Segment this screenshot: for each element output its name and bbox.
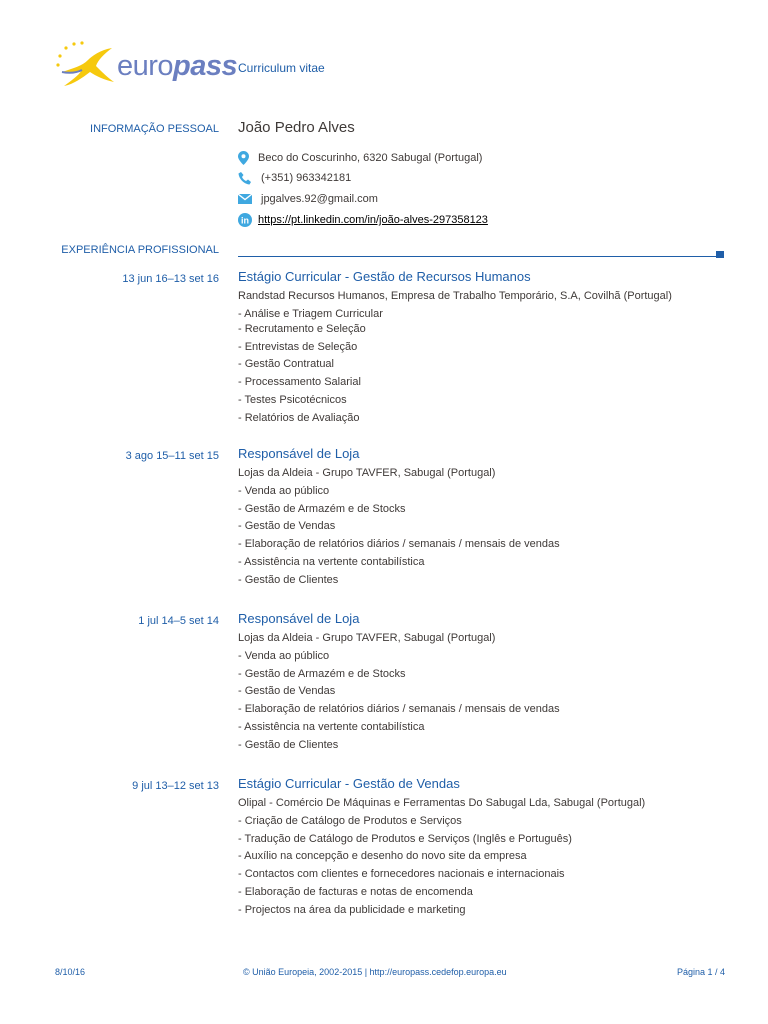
document-title: Curriculum vitae <box>238 61 325 75</box>
list-item: - Venda ao público <box>238 485 330 497</box>
list-item: - Processamento Salarial <box>238 376 361 389</box>
entry-employer: Randstad Recursos Humanos, Empresa de Trabalho Temporário, S.A, Covilhã (Portugal) <box>238 290 672 302</box>
list-item: - Entrevistas de Seleção <box>238 340 358 353</box>
list-item: - Gestão de Vendas <box>238 520 336 533</box>
entry-employer: Lojas da Aldeia - Grupo TAVFER, Sabugal (Portugal) <box>238 467 496 479</box>
entry-tasks <box>238 648 560 754</box>
list-item: - Projectos na área da publicidade e marketing <box>238 903 466 916</box>
list-item: - Tradução de Catálogo de Produtos e Serviços (Inglês e Português) <box>238 832 572 845</box>
phone-text: (+351) 963342181 <box>261 172 352 184</box>
entry-tasks <box>238 483 560 589</box>
list-item: - Gestão de Clientes <box>238 738 339 751</box>
email-text[interactable]: jpgalves.92@gmail.com <box>261 193 378 205</box>
entry-employer: Olipal - Comércio De Máquinas e Ferramentas Do Sabugal Lda, Sabugal (Portugal) <box>238 797 646 809</box>
europass-figure-icon <box>52 38 122 90</box>
footer-page-number: Página 1 / 4 <box>676 967 725 977</box>
list-item: - Testes Psicotécnicos <box>238 393 347 406</box>
list-item: - Recrutamento e Seleção <box>238 323 366 335</box>
phone-icon <box>238 171 258 185</box>
address-text: Beco do Coscurinho, 6320 Sabugal (Portugal) <box>258 152 483 164</box>
section-divider-marker <box>716 251 724 258</box>
entry-tasks <box>238 309 383 427</box>
list-item: - Gestão de Clientes <box>238 573 339 586</box>
envelope-icon <box>238 194 258 204</box>
list-item: - Gestão Contratual <box>238 358 334 371</box>
list-item: - Gestão de Armazém e de Stocks <box>238 667 406 680</box>
entry-employer: Lojas da Aldeia - Grupo TAVFER, Sabugal (Portugal) <box>238 632 496 644</box>
linkedin-icon <box>238 213 258 227</box>
footer-date: 8/10/16 <box>55 967 86 977</box>
list-item: - Contactos com clientes e fornecedores nacionais e internacionais <box>238 868 565 881</box>
section-divider <box>238 256 716 257</box>
list-item: - Elaboração de relatórios diários / semanais / mensais de vendas <box>238 703 560 716</box>
location-pin-icon <box>238 151 258 165</box>
logo-wordmark: europass <box>117 50 238 82</box>
list-item: - Análise e Triagem Curricular <box>238 308 383 320</box>
contact-email <box>238 191 378 207</box>
list-item: - Elaboração de facturas e notas de encomenda <box>238 885 473 898</box>
list-item: - Gestão de Armazém e de Stocks <box>238 502 406 515</box>
entry-title: Responsável de Loja <box>238 611 360 626</box>
linkedin-link[interactable]: https://pt.linkedin.com/in/joão-alves-297358123 <box>258 214 488 226</box>
contact-phone <box>238 170 351 186</box>
list-item: - Auxílio na concepção e desenho do novo site da empresa <box>238 850 527 863</box>
entry-tasks <box>238 813 572 919</box>
entry-title: Estágio Curricular - Gestão de Recursos Humanos <box>238 269 531 284</box>
entry-dates: 9 jul 13–12 set 13 <box>132 780 219 792</box>
person-name: João Pedro Alves <box>238 119 355 136</box>
contact-address <box>238 150 482 166</box>
svg-text:in: in <box>241 215 249 226</box>
section-label-personal: INFORMAÇÃO PESSOAL <box>90 123 219 135</box>
europass-logo <box>52 38 238 90</box>
list-item: - Assistência na vertente contabilística <box>238 555 425 568</box>
list-item: - Gestão de Vendas <box>238 685 336 698</box>
contact-linkedin <box>238 212 488 228</box>
section-label-experience: EXPERIÊNCIA PROFISSIONAL <box>61 244 219 256</box>
entry-title: Responsável de Loja <box>238 446 360 461</box>
entry-dates: 13 jun 16–13 set 16 <box>122 273 219 285</box>
list-item: - Assistência na vertente contabilística <box>238 720 425 733</box>
list-item: - Criação de Catálogo de Produtos e Serviços <box>238 815 462 827</box>
entry-title: Estágio Curricular - Gestão de Vendas <box>238 776 460 791</box>
entry-dates: 1 jul 14–5 set 14 <box>138 615 219 627</box>
list-item: - Venda ao público <box>238 650 330 662</box>
list-item: - Elaboração de relatórios diários / semanais / mensais de vendas <box>238 538 560 551</box>
footer-copyright: © União Europeia, 2002-2015 | http://europass.cedefop.europa.eu <box>243 967 507 977</box>
entry-dates: 3 ago 15–11 set 15 <box>125 450 219 462</box>
list-item: - Relatórios de Avaliação <box>238 411 360 424</box>
